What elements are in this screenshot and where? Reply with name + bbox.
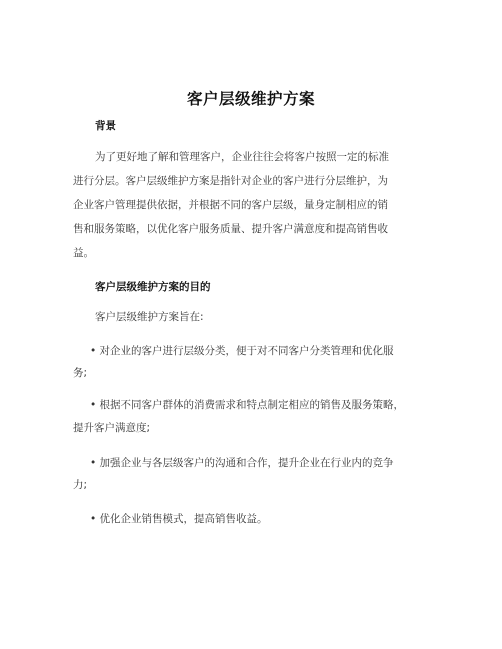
bullet-item-continuation: 力;	[73, 479, 88, 491]
bullet-item-continuation: 提升客户满意度;	[73, 422, 151, 434]
bullet-item: • 优化企业销售模式，提高销售收益。	[90, 513, 268, 525]
paragraph-line: 企业客户管理提供依据，并根据不同的客户层级，量身定制相应的销	[73, 199, 388, 211]
paragraph-line: 进行分层。客户层级维护方案是指针对企业的客户进行分层维护，为	[73, 175, 388, 187]
section-heading-background: 背景	[95, 120, 116, 132]
section-heading-purpose: 客户层级维护方案的目的	[95, 281, 211, 293]
paragraph-line: 益。	[73, 247, 94, 259]
document-title: 客户层级维护方案	[186, 90, 315, 108]
paragraph-line: 为了更好地了解和管理客户，企业往往会将客户按照一定的标准	[95, 151, 389, 163]
bullet-item: • 对企业的客户进行层级分类，便于对不同客户分类管理和优化服	[90, 345, 394, 357]
intro-text: 客户层级维护方案旨在:	[95, 311, 204, 323]
bullet-item-continuation: 务;	[73, 367, 88, 379]
bullet-item: • 根据不同客户群体的消费需求和特点制定相应的销售及服务策略，	[90, 399, 405, 411]
paragraph-line: 售和服务策略，以优化客户服务质量、提升客户满意度和提高销售收	[73, 223, 388, 235]
bullet-item: • 加强企业与各层级客户的沟通和合作，提升企业在行业内的竞争	[90, 457, 394, 469]
